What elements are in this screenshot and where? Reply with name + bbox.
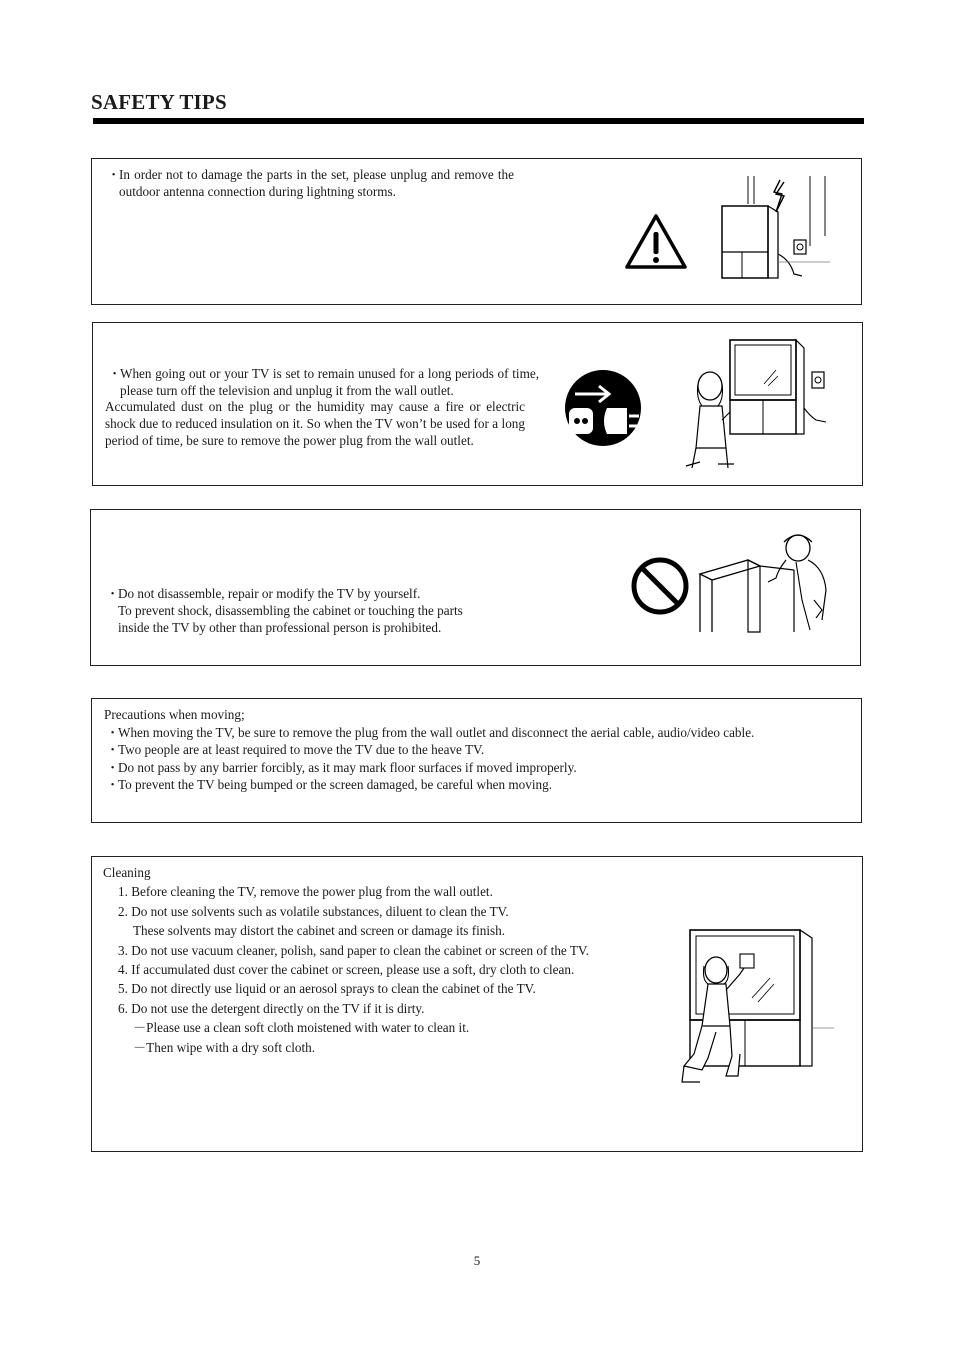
- page-title: SAFETY TIPS: [91, 90, 227, 114]
- moving-item-text: Do not pass by any barrier forcibly, as it may mark floor surfaces if moved improperly.: [118, 759, 577, 775]
- moving-item-text: Two people are at least required to move the TV due to the heave TV.: [118, 742, 485, 758]
- prohibited-icon: [630, 556, 690, 616]
- moving-item: [104, 776, 854, 794]
- cleaning-step: 6. Do not use the detergent directly on the TV if it is dirty.: [118, 1000, 425, 1016]
- long-absence-instruction: When going out or your TV is set to remain unused for a long periods of time, please turn off the television and unplug it from the wall outlet.: [120, 366, 539, 398]
- unplug-icon: [563, 364, 641, 452]
- disassembly-text: [104, 585, 538, 636]
- disassembly-line: To prevent shock, disassembling the cabinet or touching the parts: [118, 603, 463, 618]
- warning-triangle-icon: [624, 212, 688, 270]
- dust-warning-text: Accumulated dust on the plug or the humidity may cause a fire or electric shock due to reduced insulation on it. So when the TV won’t be used for a long period of time, be sure to remove the power plug from the wall outlet.: [105, 399, 525, 448]
- cleaning-step: 5. Do not directly use liquid or an aerosol sprays to clean the cabinet of the TV.: [118, 981, 536, 997]
- moving-item-text: To prevent the TV being bumped or the screen damaged, be careful when moving.: [118, 777, 553, 793]
- lightning-text: [105, 166, 514, 200]
- bullet-mark: ・: [108, 366, 122, 381]
- cleaning-step: 2. Do not use solvents such as volatile substances, diluent to clean the TV.: [118, 903, 509, 919]
- bullet-mark: ・: [106, 586, 120, 601]
- moving-item: [104, 741, 854, 759]
- disassembly-line: Do not disassemble, repair or modify the TV by yourself.: [118, 586, 421, 601]
- title-underline: [93, 118, 864, 124]
- disassembly-line: inside the TV by other than professional person is prohibited.: [118, 620, 442, 635]
- person-and-tv-illustration: [680, 336, 830, 478]
- cleaning-heading: Cleaning: [103, 865, 151, 880]
- bullet-mark: ・: [107, 167, 121, 182]
- moving-item: [104, 724, 854, 742]
- technician-tv-illustration: [698, 530, 832, 634]
- lightning-instruction: In order not to damage the parts in the set, please unplug and remove the outdoor antenna connection during lightning storms.: [119, 167, 514, 199]
- bullet-mark: ・: [106, 724, 120, 740]
- cleaning-step-note: These solvents may distort the cabinet and screen or damage its finish.: [133, 923, 506, 939]
- moving-item: [104, 759, 854, 777]
- cleaning-step: 3. Do not use vacuum cleaner, polish, sand paper to clean the cabinet or screen of the TV.: [118, 942, 590, 958]
- bullet-mark: ・: [106, 759, 120, 775]
- cleaning-step-note: －Please use a clean soft cloth moistened with water to clean it.: [133, 1020, 470, 1036]
- moving-precautions-text: [104, 706, 854, 794]
- moving-heading: Precautions when moving;: [104, 707, 245, 722]
- lightning-window-tv-illustration: [718, 174, 834, 282]
- cleaning-step: 4. If accumulated dust cover the cabinet or screen, please use a soft, dry cloth to clean.: [118, 962, 575, 978]
- long-absence-text: [106, 365, 539, 399]
- cleaning-tv-illustration: [678, 926, 836, 1086]
- cleaning-step: 1. Before cleaning the TV, remove the power plug from the wall outlet.: [118, 884, 493, 900]
- moving-item-text: When moving the TV, be sure to remove the plug from the wall outlet and disconnect the aerial cable, audio/video cable.: [118, 724, 755, 740]
- cleaning-text: [103, 863, 663, 1057]
- page-number: 5: [473, 1253, 481, 1268]
- cleaning-step-note: －Then wipe with a dry soft cloth.: [133, 1039, 316, 1055]
- bullet-mark: ・: [106, 777, 120, 793]
- bullet-mark: ・: [106, 742, 120, 758]
